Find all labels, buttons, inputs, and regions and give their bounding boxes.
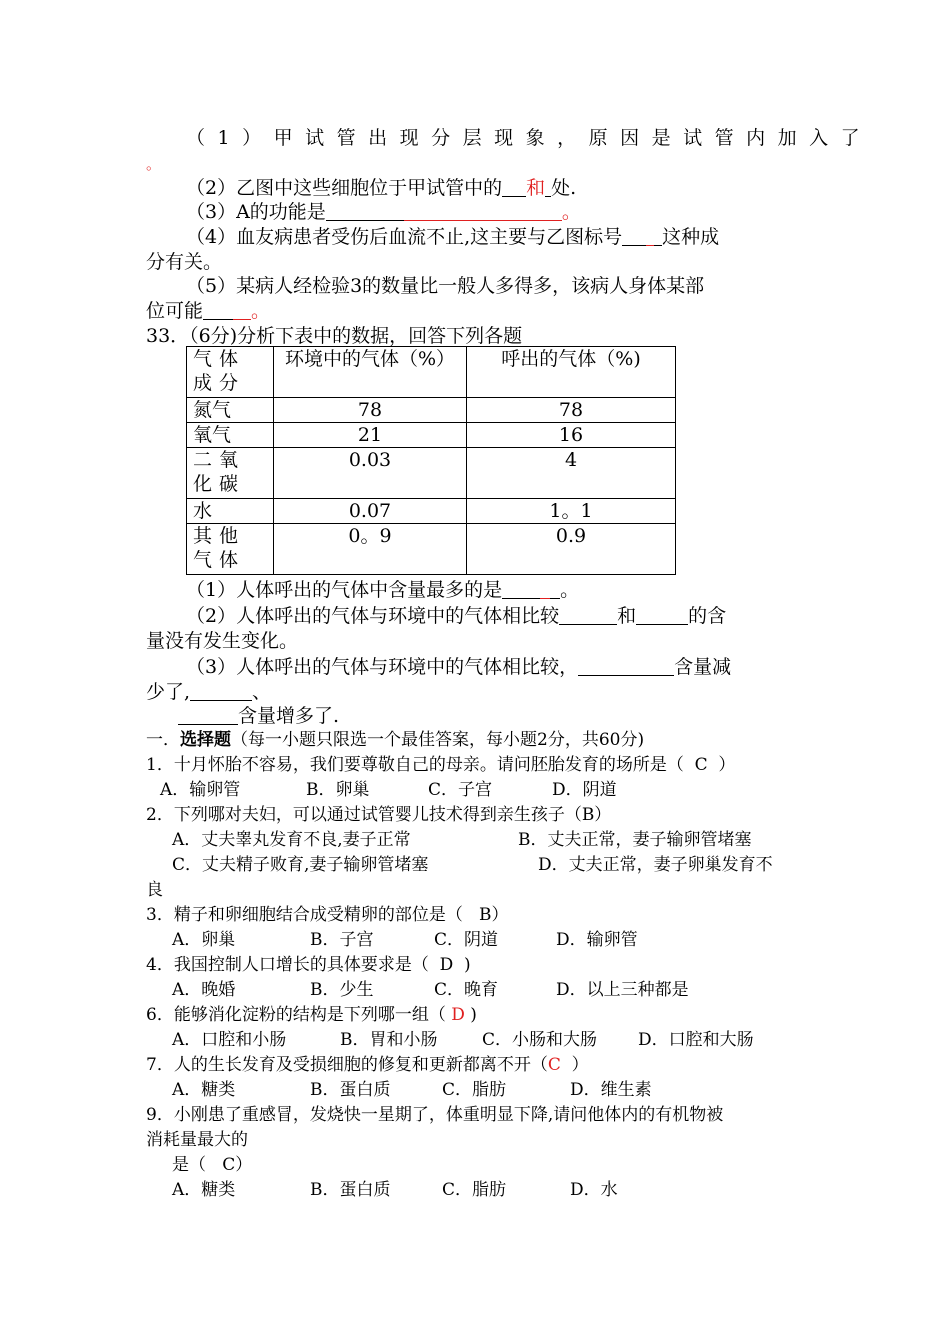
q6-stem — [146, 1004, 477, 1026]
mc-heading — [146, 729, 644, 751]
q32-line-3 — [186, 200, 581, 224]
q4-option-a: A．晚婚 — [172, 980, 236, 1000]
table-row — [187, 524, 676, 575]
mc-heading-num: 一． — [146, 730, 180, 750]
q2-option-b: B．丈夫正常，妻子输卵管堵塞 — [518, 830, 752, 850]
q32-l2-pre: （2）乙图中这些细胞位于甲试管中的 — [186, 177, 503, 199]
table-header-cell: 环境中的气体（%） — [274, 347, 467, 398]
q32-l4-pre: （4）血友病患者受伤后血流不止,这主要与乙图标号 — [186, 226, 623, 248]
q9-option-b: B．蛋白质 — [310, 1180, 391, 1200]
q2-option-a: A．丈夫睾丸发育不良,妻子正常 — [172, 830, 411, 850]
q1-option-a: A．输卵管 — [160, 780, 241, 800]
q7-stem-pre: 7．人的生长发育及受损细胞的修复和更新都离不开（ — [146, 1055, 548, 1075]
q7-stem — [146, 1054, 589, 1076]
q32-blank-4 — [622, 227, 646, 246]
q33-sub-3c — [178, 704, 339, 728]
q33-blank-1 — [502, 580, 540, 599]
table-cell: 氮气 — [187, 398, 274, 423]
table-cell: 1。1 — [467, 499, 676, 524]
table-cell: 78 — [467, 398, 676, 423]
q6-stem-pre: 6．能够消化淀粉的结构是下列哪一组（ — [146, 1005, 452, 1025]
q32-blank-4b — [654, 227, 662, 246]
table-header-cell: 呼出的气体（%) — [467, 347, 676, 398]
table-row — [187, 499, 676, 524]
q32-l3-post: 。 — [561, 201, 581, 223]
q32-line-5: （5）某病人经检验3的数量比一般人多得多，该病人身体某部 — [186, 275, 705, 297]
q4-option-b: B．少生 — [310, 980, 374, 1000]
q33-blank-1-red — [540, 580, 550, 599]
q32-line-1-tail: 。 — [146, 155, 162, 173]
table-cell: 0.03 — [274, 448, 467, 499]
q7-stem-post: ） — [560, 1055, 589, 1075]
q9-stem-cont: 消耗量最大的 — [146, 1130, 248, 1150]
q7-option-d: D．维生素 — [570, 1080, 652, 1100]
q6-stem-post: ) — [464, 1005, 477, 1025]
q9-option-a: A．糖类 — [172, 1180, 236, 1200]
table-cell: 21 — [274, 423, 467, 448]
q32-blank-3 — [326, 202, 404, 221]
table-cell: 二氧化碳 — [187, 448, 274, 499]
q4-option-c: C．晚育 — [434, 980, 499, 1000]
q33-sub-2 — [186, 604, 726, 628]
q1-option-b: B．卵巢 — [306, 780, 370, 800]
q32-l2-post: 处. — [551, 177, 577, 199]
q33-s2-post: 的含 — [688, 605, 727, 627]
table-cell: 水 — [187, 499, 274, 524]
q2-option-d: D．丈夫正常，妻子卵巢发育不 — [538, 855, 773, 875]
q9-stem: 9．小刚患了重感冒，发烧快一星期了，体重明显下降,请问他体内的有机物被 — [146, 1105, 724, 1125]
q33-sub-3 — [186, 655, 731, 679]
table-cell: 4 — [467, 448, 676, 499]
q3-stem: 3．精子和卵细胞结合成受精卵的部位是（ B） — [146, 905, 509, 925]
table-cell: 0。9 — [274, 524, 467, 575]
table-header-row — [187, 347, 676, 398]
q33-s1-post: 。 — [560, 579, 580, 601]
gas-table — [186, 346, 676, 575]
q32-blank-4-red — [646, 227, 654, 246]
q33-blank-1b — [550, 580, 560, 599]
table-header-cell: 气体成分 — [187, 347, 274, 398]
q32-blank-5 — [203, 301, 233, 320]
mc-heading-bold: 选择题 — [180, 730, 231, 750]
q32-line-2 — [186, 176, 576, 200]
table-cell: 其他气体 — [187, 524, 274, 575]
q3-option-c: C．阴道 — [434, 930, 499, 950]
q7-option-b: B．蛋白质 — [310, 1080, 391, 1100]
q32-line-5b — [146, 299, 270, 323]
q9-option-d: D．水 — [570, 1180, 618, 1200]
q9-stem-cont-2: 是（ C） — [172, 1155, 253, 1175]
q32-l4-post: 这种成 — [662, 226, 720, 248]
q1-option-d: D．阴道 — [552, 780, 617, 800]
q33-s3-pre: （3）人体呼出的气体与环境中的气体相比较， — [186, 656, 579, 678]
q32-l3-pre: （3）A的功能是 — [186, 201, 326, 223]
q4-option-d: D．以上三种都是 — [556, 980, 689, 1000]
q6-option-a: A．口腔和小肠 — [172, 1030, 287, 1050]
q33-sub-3b — [146, 680, 271, 704]
table-cell: 0.9 — [467, 524, 676, 575]
q32-blank-1 — [502, 178, 526, 197]
table-row — [187, 398, 676, 423]
q7-answer: C — [547, 1055, 561, 1075]
q32-blank-3-red — [404, 202, 562, 221]
mc-heading-rest: （每一小题只限选一个最佳答案，每小题2分，共60分) — [231, 730, 645, 750]
q1-option-c: C．子宫 — [428, 780, 493, 800]
q33-s2-pre: （2）人体呼出的气体与环境中的气体相比较 — [186, 605, 560, 627]
q2-option-d-cont: 良 — [146, 880, 163, 900]
q7-option-c: C．脂肪 — [442, 1080, 507, 1100]
q33-s1-pre: （1）人体呼出的气体中含量最多的是 — [186, 579, 503, 601]
q32-line-1: （1）甲试管出现分层现象，原因是试管内加入了 — [186, 127, 873, 149]
q2-stem: 2．下列哪对夫妇，可以通过试管婴儿技术得到亲生孩子（B） — [146, 805, 612, 825]
q2-option-c: C．丈夫精子败育,妻子输卵管堵塞 — [172, 855, 429, 875]
q6-option-d: D．口腔和大肠 — [638, 1030, 754, 1050]
q33-blank-4 — [578, 657, 674, 676]
q6-answer: D — [451, 1005, 465, 1025]
q33-blank-5 — [190, 682, 252, 701]
q32-blank-5-red — [233, 301, 251, 320]
q33-title: 33．（6分)分析下表中的数据，回答下列各题 — [146, 325, 523, 347]
q7-option-a: A．糖类 — [172, 1080, 236, 1100]
q6-option-c: C．小肠和大肠 — [482, 1030, 598, 1050]
q33-blank-3 — [636, 606, 688, 625]
q32-line-4 — [186, 225, 719, 249]
table-cell: 16 — [467, 423, 676, 448]
q33-sub-2b: 量没有发生变化。 — [146, 630, 299, 652]
q32-l5b-pre: 位可能 — [146, 300, 204, 322]
q3-option-b: B．子宫 — [310, 930, 374, 950]
q32-line-4b: 分有关。 — [146, 251, 223, 273]
q32-l2-answer: 和 — [526, 177, 546, 199]
q33-sub-1 — [186, 578, 579, 602]
table-cell: 78 — [274, 398, 467, 423]
q33-s3-post: 含量减 — [674, 656, 732, 678]
q3-option-d: D．输卵管 — [556, 930, 638, 950]
q33-s2-mid: 和 — [617, 605, 637, 627]
q33-s3c-post: 含量增多了. — [238, 705, 340, 727]
table-cell: 氧气 — [187, 423, 274, 448]
q33-blank-6 — [178, 706, 238, 725]
q32-l5b-post: 。 — [251, 300, 271, 322]
q33-blank-2 — [559, 606, 617, 625]
q9-option-c: C．脂肪 — [442, 1180, 507, 1200]
q33-s3b-pre: 少了, — [146, 681, 191, 703]
q33-s3b-post: 、 — [252, 681, 272, 703]
table-row — [187, 423, 676, 448]
q3-option-a: A．卵巢 — [172, 930, 236, 950]
table-row — [187, 448, 676, 499]
q4-stem: 4．我国控制人口增长的具体要求是（ D ) — [146, 955, 471, 975]
q1-stem: 1．十月怀胎不容易，我们要尊敬自己的母亲。请问胚胎发育的场所是（ C ） — [146, 755, 736, 775]
q6-option-b: B．胃和小肠 — [340, 1030, 438, 1050]
table-cell: 0.07 — [274, 499, 467, 524]
